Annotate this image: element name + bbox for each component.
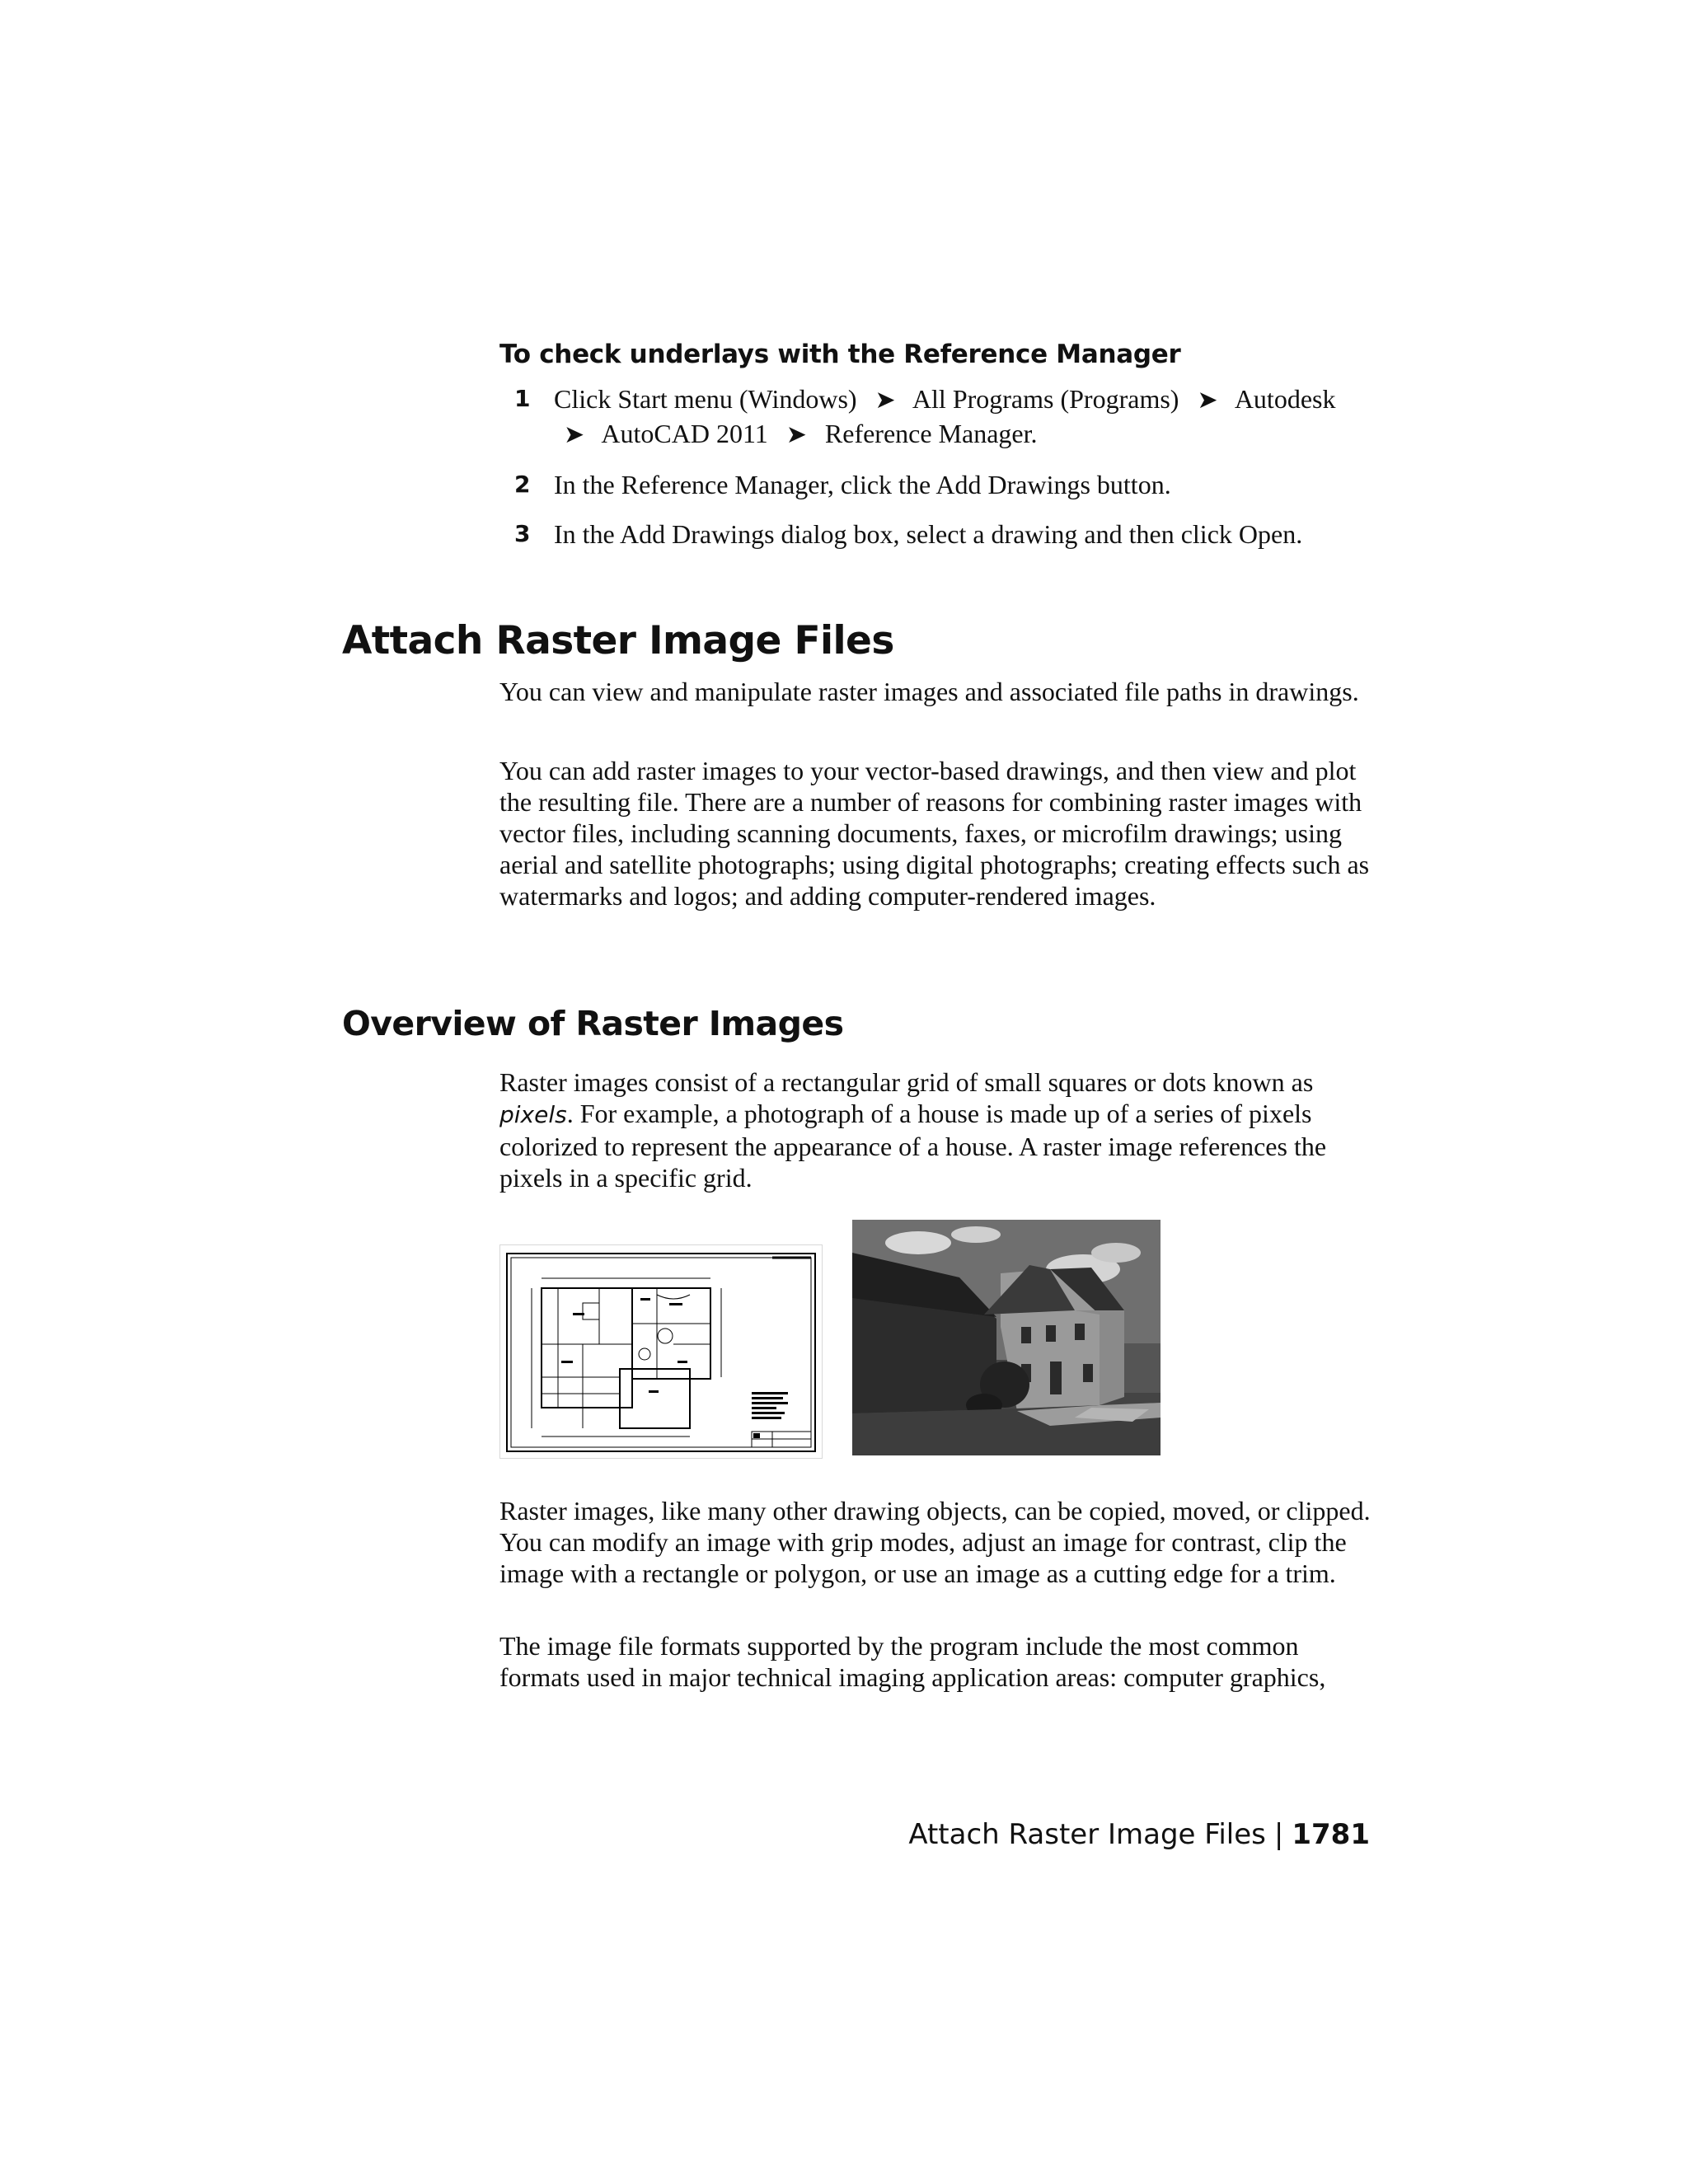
menu-path-autodesk: Autodesk [1234, 384, 1336, 414]
section-heading-attach: Attach Raster Image Files [342, 618, 894, 663]
step-number: 3 [514, 520, 531, 547]
page-footer [908, 1818, 1370, 1851]
footer-separator: | [1273, 1818, 1284, 1851]
menu-path-start: Click Start menu (Windows) [554, 384, 857, 414]
right-arrowhead-icon: ➤ [1197, 387, 1218, 414]
right-arrowhead-icon: ➤ [785, 421, 807, 448]
procedure-step-2 [499, 468, 1373, 501]
step-text: In the Reference Manager, click the Add Drawings button. [554, 470, 1171, 499]
right-arrowhead-icon: ➤ [874, 387, 896, 414]
footer-section-title: Attach Raster Image Files [908, 1818, 1266, 1851]
floor-plan-drawing-image [499, 1244, 823, 1459]
step-number: 1 [514, 385, 531, 412]
procedure-step-1 [499, 382, 1373, 452]
right-arrowhead-icon: ➤ [564, 421, 585, 448]
overview-paragraph-2: Raster images, like many other drawing objects, can be copied, moved, or clipped. You can modify an image with grip modes, adjust an image for contrast, clip the image with a rectangle or polygon, or use an image as a cutting edge for a trim. [499, 1496, 1371, 1588]
term-pixels: pixels [499, 1101, 567, 1128]
section-body-paragraph: You can add raster images to your vector-based drawings, and then view and plot the resulting file. There are a number of reasons for combining raster images with vector files, including scanning documents, faxes, or microfilm drawings; using aerial and satellite photographs; using digital photographs; creating effects such as watermarks and logos; and adding computer-rendered images. [499, 756, 1370, 911]
step-number: 2 [514, 471, 531, 498]
step-text: In the Add Drawings dialog box, select a drawing and then click Open. [554, 519, 1303, 549]
overview-paragraph-1: Raster images consist of a rectangular grid of small squares or dots known as pixels. For example, a photograph of a house is made up of a series of pixels colorized to represent the appearance of a house. A raster image references the pixels in a specific grid. [499, 1067, 1327, 1193]
menu-path-all-programs: All Programs (Programs) [912, 384, 1179, 414]
menu-path-autocad: AutoCAD 2011 [601, 419, 768, 448]
procedure-title: To check underlays with the Reference Manager [499, 340, 1181, 369]
overview-paragraph-3: The image file formats supported by the program include the most common formats used in major technical imaging application areas: computer graphics, [499, 1631, 1326, 1692]
section-heading-overview: Overview of Raster Images [342, 1004, 844, 1043]
rendered-house-photo-image [852, 1220, 1160, 1455]
menu-path-reference-manager: Reference Manager. [824, 419, 1038, 448]
section-summary: You can view and manipulate raster images and associated file paths in drawings. [499, 677, 1359, 706]
procedure-step-3 [499, 518, 1373, 551]
page-number: 1781 [1292, 1818, 1370, 1851]
step-text [554, 382, 1373, 452]
